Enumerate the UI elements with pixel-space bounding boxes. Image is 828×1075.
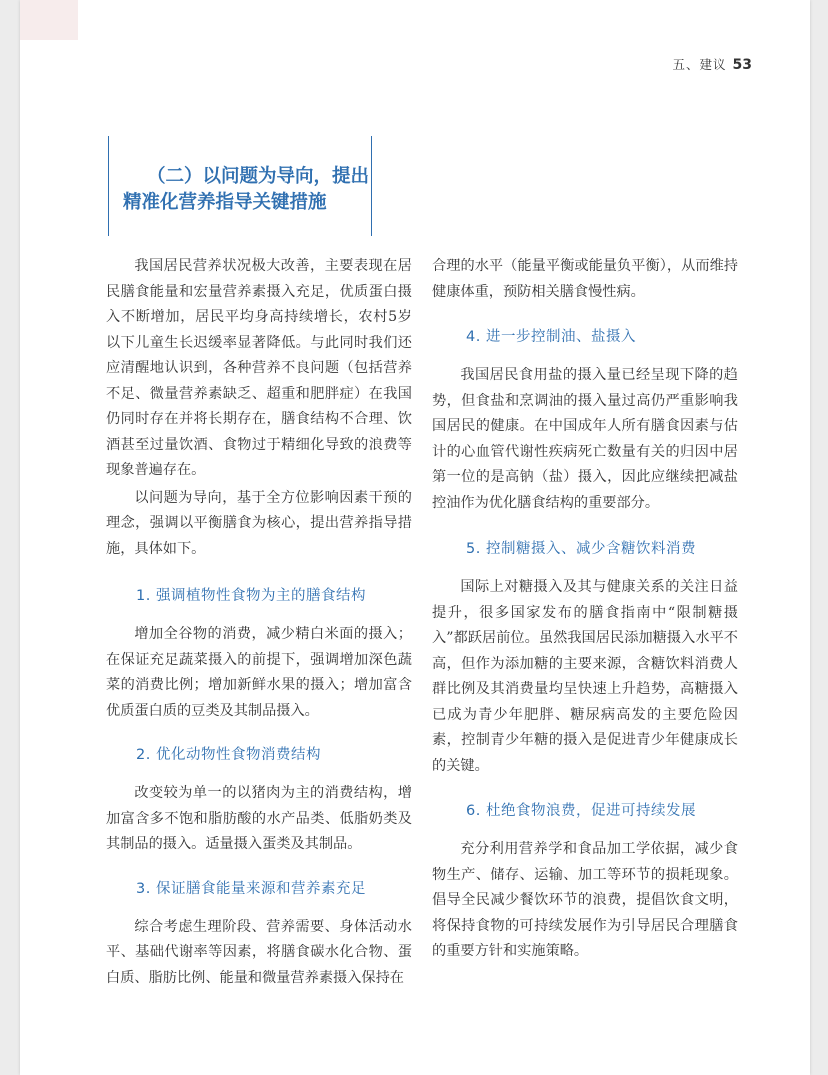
- paragraph-5: 国际上对糖摄入及其与健康关系的关注日益提升，很多国家发布的膳食指南中“限制糖摄入”都跃居前位。虽然我国居民添加糖摄入水平不高，但作为添加糖的主要来源，含糖饮料消费人群比例及其消费量均呈快速上升趋势，高糖摄入已成为青少年肥胖、糖尿病高发的主要危险因素，控制青少年糖的摄入是促进青少年健康成长的关键。: [432, 579, 738, 774]
- subheading-4: 4. 进一步控制油、盐摄入: [466, 329, 636, 345]
- document-page: [20, 0, 810, 1075]
- subheading-3: 3. 保证膳食能量来源和营养素充足: [136, 880, 366, 897]
- left-column: [106, 254, 412, 991]
- intro-paragraph-1: 我国居民营养状况极大改善，主要表现在居民膳食能量和宏量营养素摄入充足，优质蛋白摄入不断增加，居民平均身高持续增长，农村5岁以下儿童生长迟缓率显著降低。与此同时我们还应清醒地认识到，各种营养不良问题（包括营养不足、微量营养素缺乏、超重和肥胖症）在我国仍同时存在并将长期存在，膳食结构不合理、饮酒甚至过量饮酒、食物过于精细化导致的浪费等现象普遍存在。: [106, 258, 412, 478]
- subheading-6: 6. 杜绝食物浪费，促进可持续发展: [466, 803, 696, 819]
- section-title-line-1: （二）以问题为导向，提出: [147, 166, 370, 187]
- intro-paragraph-2: 以问题为导向，基于全方位影响因素干预的理念，强调以平衡膳食为核心，提出营养指导措施，具体如下。: [106, 489, 412, 557]
- section-title-line-2: 精准化营养指导关键措施: [123, 192, 327, 213]
- running-header: [673, 54, 753, 73]
- page-number: 53: [732, 57, 752, 73]
- paragraph-3: 综合考虑生理阶段、营养需要、身体活动水平、基础代谢率等因素，将膳食碳水化合物、蛋白质、脂肪比例、能量和微量营养素摄入保持在: [106, 918, 412, 986]
- paragraph-4: 我国居民食用盐的摄入量已经呈现下降的趋势，但食盐和烹调油的摄入量过高仍严重影响我国居民的健康。在中国成年人所有膳食因素与估计的心血管代谢性疾病死亡数量有关的归因中居第一位的是高钠（盐）摄入，因此应继续把减盐控油作为优化膳食结构的重要部分。: [432, 367, 738, 511]
- paragraph-3-continued: 合理的水平（能量平衡或能量负平衡），从而维持健康体重，预防相关膳食慢性病。: [432, 258, 738, 300]
- paragraph-1: 增加全谷物的消费，减少精白米面的摄入；在保证充足蔬菜摄入的前提下，强调增加深色蔬菜的消费比例；增加新鲜水果的摄入；增加富含优质蛋白质的豆类及其制品摄入。: [106, 626, 412, 719]
- paragraph-6: 充分利用营养学和食品加工学依据，减少食物生产、储存、运输、加工等环节的损耗现象。倡导全民减少餐饮环节的浪费，提倡饮食文明，将保持食物的可持续发展作为引导居民合理膳食的重要方针和实施策略。: [432, 841, 738, 959]
- section-label: 五、建议: [672, 57, 727, 72]
- subheading-2: 2. 优化动物性食物消费结构: [136, 747, 321, 763]
- corner-tab: [20, 0, 78, 40]
- paragraph-2: 改变较为单一的以猪肉为主的消费结构，增加富含多不饱和脂肪酸的水产品类、低脂奶类及其制品的摄入。适量摄入蛋类及其制品。: [106, 785, 412, 852]
- subheading-5: 5. 控制糖摄入、减少含糖饮料消费: [466, 541, 696, 557]
- right-column: [432, 254, 738, 965]
- subheading-1: 1. 强调植物性食物为主的膳食结构: [136, 588, 366, 604]
- section-title-box: [108, 136, 372, 236]
